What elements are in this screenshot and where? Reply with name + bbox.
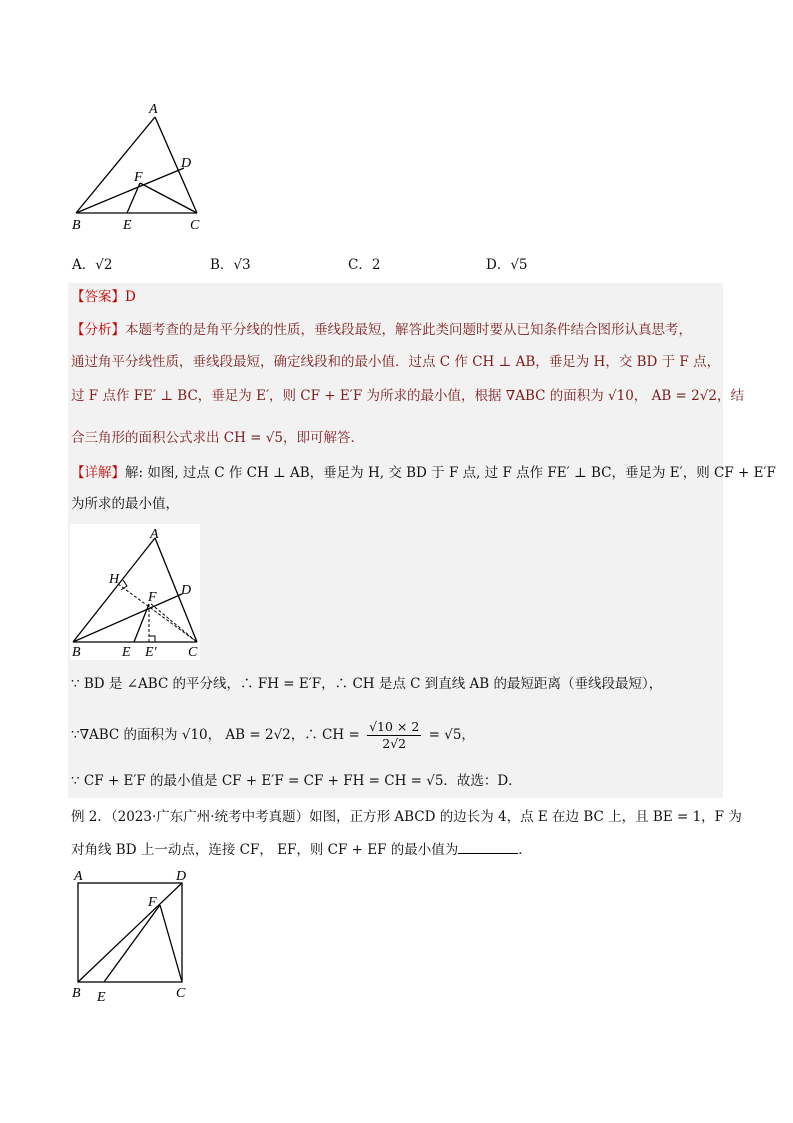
choice-a[interactable]: A．√2 bbox=[72, 257, 113, 273]
label2-C: C bbox=[188, 645, 198, 660]
triangle-figure-1 bbox=[60, 95, 220, 240]
choice-c[interactable]: C．2 bbox=[348, 257, 381, 273]
label3-E: E bbox=[97, 990, 106, 1004]
label2-E-prime: E′ bbox=[145, 645, 157, 660]
label3-D: D bbox=[176, 869, 187, 884]
label2-E: E bbox=[122, 645, 131, 660]
analysis-line-1: 【分析】本题考查的是角平分线的性质，垂线段最短，解答此类问题时要从已知条件结合图形认真思考， bbox=[71, 322, 692, 338]
analysis-tag: 【分析】 bbox=[71, 322, 125, 338]
ch-fraction bbox=[367, 719, 421, 752]
choice-b[interactable]: B．√3 bbox=[210, 257, 251, 273]
label-C: C bbox=[190, 218, 200, 233]
step-1: ∵ BD 是 ∠ABC 的平分线，∴ FH = E′F，∴ CH 是点 C 到直线 AB 的最短距离（垂线段最短）， bbox=[71, 676, 663, 692]
label2-F: F bbox=[148, 590, 157, 605]
fraction-numerator: √10 × 2 bbox=[369, 719, 420, 734]
label3-F: F bbox=[148, 895, 157, 910]
label2-D: D bbox=[181, 583, 192, 598]
analysis-line-4: 合三角形的面积公式求出 CH = √5，即可解答． bbox=[71, 430, 364, 446]
example2-line-1: 例 2．（2023·广东广州·统考中考真题）如图，正方形 ABCD 的边长为 4，点 E 在边 BC 上，且 BE = 1，F 为 bbox=[71, 809, 742, 825]
label-A: A bbox=[149, 102, 158, 117]
answer-line bbox=[71, 287, 136, 307]
step-3: ∵ CF + E′F 的最小值是 CF + E′F = CF + FH = CH = √5．故选：D． bbox=[71, 773, 522, 789]
step-2: ∵∇ABC 的面积为 √10， AB = 2√2，∴ CH = $\frac{√10 \times 2}{2√2}$ = √5， bbox=[71, 719, 475, 751]
label-F: F bbox=[134, 170, 143, 185]
answer-value: D bbox=[125, 289, 136, 305]
detail-line-1: 【详解】解: 如图, 过点 C 作 CH ⊥ AB，垂足为 H, 交 BD 于 F 点, 过 F 点作 FE′ ⊥ BC，垂足为 E′，则 CF + E′F bbox=[71, 465, 776, 481]
fraction-denominator: 2√2 bbox=[382, 736, 407, 751]
choice-d[interactable]: D．√5 bbox=[486, 257, 528, 273]
label3-A: A bbox=[74, 869, 83, 884]
analysis-line-2: 通过角平分线性质，垂线段最短，确定线段和的最小值．过点 C 作 CH ⊥ AB，垂足为 H，交 BD 于 F 点， bbox=[71, 354, 721, 370]
triangle-figure-2 bbox=[70, 524, 200, 660]
label-B: B bbox=[72, 218, 81, 233]
detail-line-2: 为所求的最小值， bbox=[71, 496, 179, 512]
answer-blank bbox=[458, 841, 518, 854]
label2-B: B bbox=[72, 645, 81, 660]
label2-H: H bbox=[109, 572, 120, 587]
label3-B: B bbox=[72, 986, 81, 1001]
label3-C: C bbox=[176, 986, 186, 1001]
square-figure bbox=[68, 862, 198, 1004]
example2-line-2: 对角线 BD 上一动点，连接 CF， EF，则 CF + EF 的最小值为 ． bbox=[71, 842, 532, 858]
label-E: E bbox=[123, 218, 132, 233]
analysis-line-3: 过 F 点作 FE′ ⊥ BC，垂足为 E′，则 CF + E′F 为所求的最小值，根据 ∇ABC 的面积为 √10， AB = 2√2，结 bbox=[71, 388, 744, 404]
detail-tag: 【详解】 bbox=[71, 465, 125, 481]
answer-tag: 【答案】 bbox=[71, 289, 125, 305]
label2-A: A bbox=[150, 527, 159, 542]
label-D: D bbox=[181, 156, 192, 171]
